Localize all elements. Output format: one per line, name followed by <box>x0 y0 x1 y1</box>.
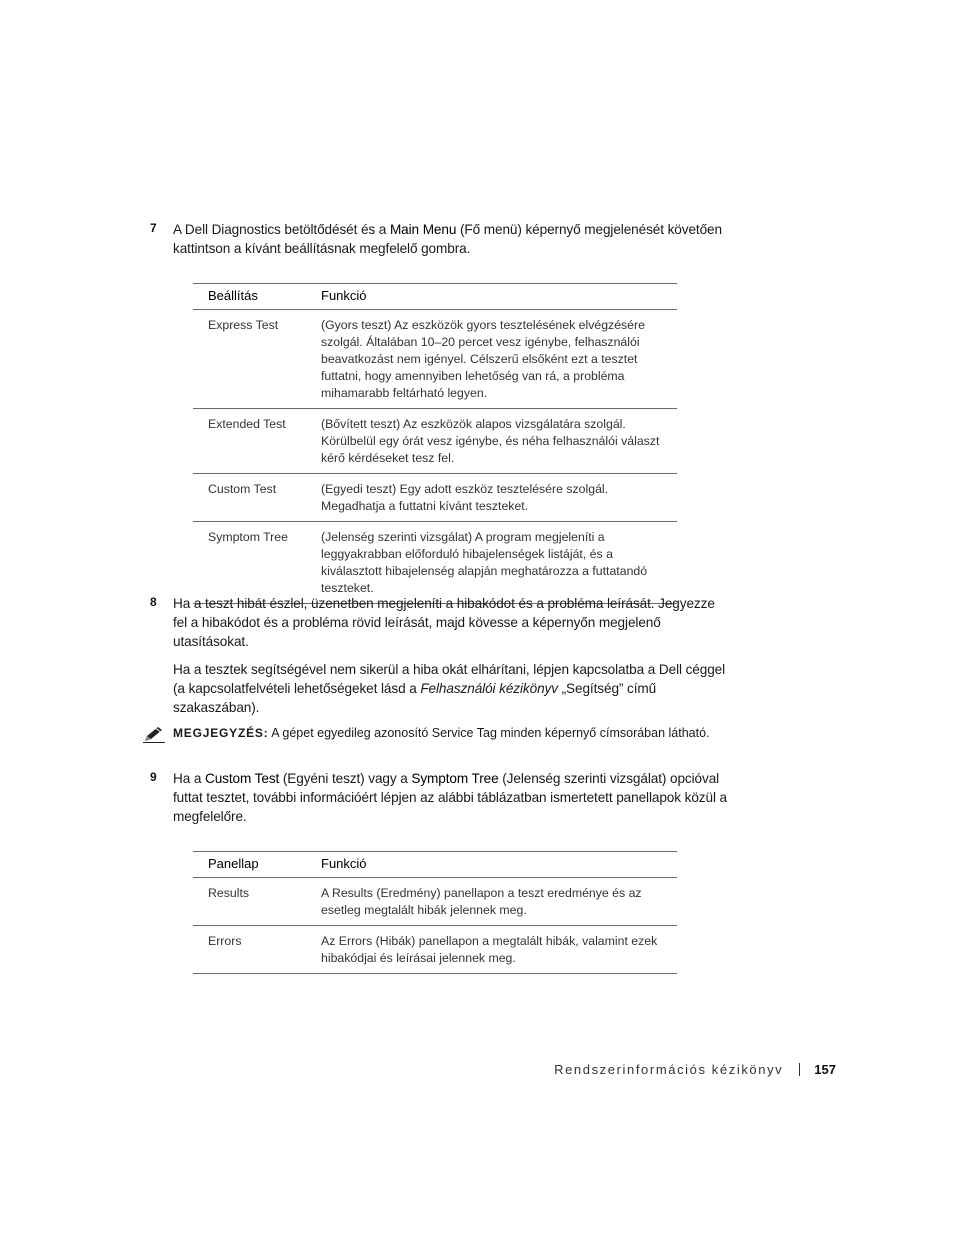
note-text: MEGJEGYZÉS: A gépet egyedileg azonosító Service Tag minden képernyő címsorában látható. <box>173 726 710 740</box>
option-function: (Egyedi teszt) Egy adott eszköz tesztelésére szolgál. Megadhatja a futtatni kívánt teszteket. <box>306 474 677 522</box>
panel-name: Results <box>193 878 306 926</box>
ui-term-symptom-tree: Symptom Tree <box>411 771 499 786</box>
ui-term-custom-test: Custom Test <box>205 771 280 786</box>
step-number: 7 <box>150 221 157 235</box>
note-pencil-icon <box>143 725 165 743</box>
step-text: A Dell Diagnostics betöltődését és a Main Menu (Fő menü) képernyő megjelenését követően kattintson a kívánt beállításnak megfelelő gombra. <box>173 222 722 256</box>
option-function: (Bővített teszt) Az eszközök alapos vizsgálatára szolgál. Körülbelül egy órát vesz igénybe, és néha felhasználói választ kérő kérdéseket tesz fel. <box>306 409 677 474</box>
step-8-paragraph: Ha a tesztek segítségével nem sikerül a hiba okát elhárítani, lépjen kapcsolatba a Dell céggel (a kapcsolatfelvételi lehetőségeket lásd a Felhasználói kézikönyv „Segítség” című szakaszában). <box>173 662 726 715</box>
table-row <box>193 878 677 926</box>
manual-reference: Felhasználói kézikönyv <box>420 681 558 696</box>
table-row <box>193 522 677 604</box>
column-header: Funkció <box>306 284 677 310</box>
step-9 <box>150 769 730 826</box>
column-header: Panellap <box>193 852 306 878</box>
option-function: (Jelenség szerinti vizsgálat) A program megjeleníti a leggyakrabban előforduló hibajelenségek listáját, és a kiválasztott hibajelenség alapján meghatározza a futtatandó teszteket. <box>306 522 677 604</box>
option-name: Custom Test <box>193 474 306 522</box>
note-block <box>143 724 723 742</box>
option-name: Extended Test <box>193 409 306 474</box>
option-function: (Gyors teszt) Az eszközök gyors tesztelésének elvégzésére szolgál. Általában 10–20 percet vesz igénybe, felhasználói beavatkozást nem igényel. Célszerű elsőként ezt a tesztet futtatni, hogy amennyiben lehetőség van rá, a probléma mihamarabb feltárható legyen. <box>306 310 677 409</box>
ui-term-main-menu: Main Menu <box>389 222 457 237</box>
step-number: 9 <box>150 770 157 784</box>
step-8 <box>150 594 730 651</box>
note-label: MEGJEGYZÉS: <box>173 726 269 740</box>
step-text: Ha a teszt hibát észlel, üzenetben megjeleníti a hibakódot és a probléma leírását. Jegyezze fel a hibakódot és a probléma rövid leírását, majd kövesse a képernyőn megjelenő utasításokat. <box>173 596 715 649</box>
table-row <box>193 474 677 522</box>
options-table <box>193 283 677 604</box>
table-row <box>193 926 677 974</box>
table-row <box>193 310 677 409</box>
step-number: 8 <box>150 595 157 609</box>
step-text: Ha a Custom Test (Egyéni teszt) vagy a Symptom Tree (Jelenség szerinti vizsgálat) opcióval futtat tesztet, további információért lépjen az alábbi táblázatban ismertetett panellapok közül a megfelelőre. <box>173 771 728 824</box>
panel-function: Az Errors (Hibák) panellapon a megtalált hibák, valamint ezek hibakódjai és leírásai jelennek meg. <box>306 926 677 974</box>
page-number: 157 <box>814 1062 836 1077</box>
table-row <box>193 409 677 474</box>
footer-divider <box>799 1063 800 1076</box>
table-header-row <box>193 284 677 310</box>
panels-table <box>193 851 677 974</box>
panel-function: A Results (Eredmény) panellapon a teszt eredménye és az esetleg megtalált hibák jelennek meg. <box>306 878 677 926</box>
page-footer <box>554 1062 836 1077</box>
column-header: Funkció <box>306 852 677 878</box>
table-header-row <box>193 852 677 878</box>
option-name: Express Test <box>193 310 306 409</box>
column-header: Beállítás <box>193 284 306 310</box>
option-name: Symptom Tree <box>193 522 306 604</box>
panel-name: Errors <box>193 926 306 974</box>
footer-title: Rendszerinformációs kézikönyv <box>554 1062 784 1077</box>
step-7 <box>150 220 730 258</box>
